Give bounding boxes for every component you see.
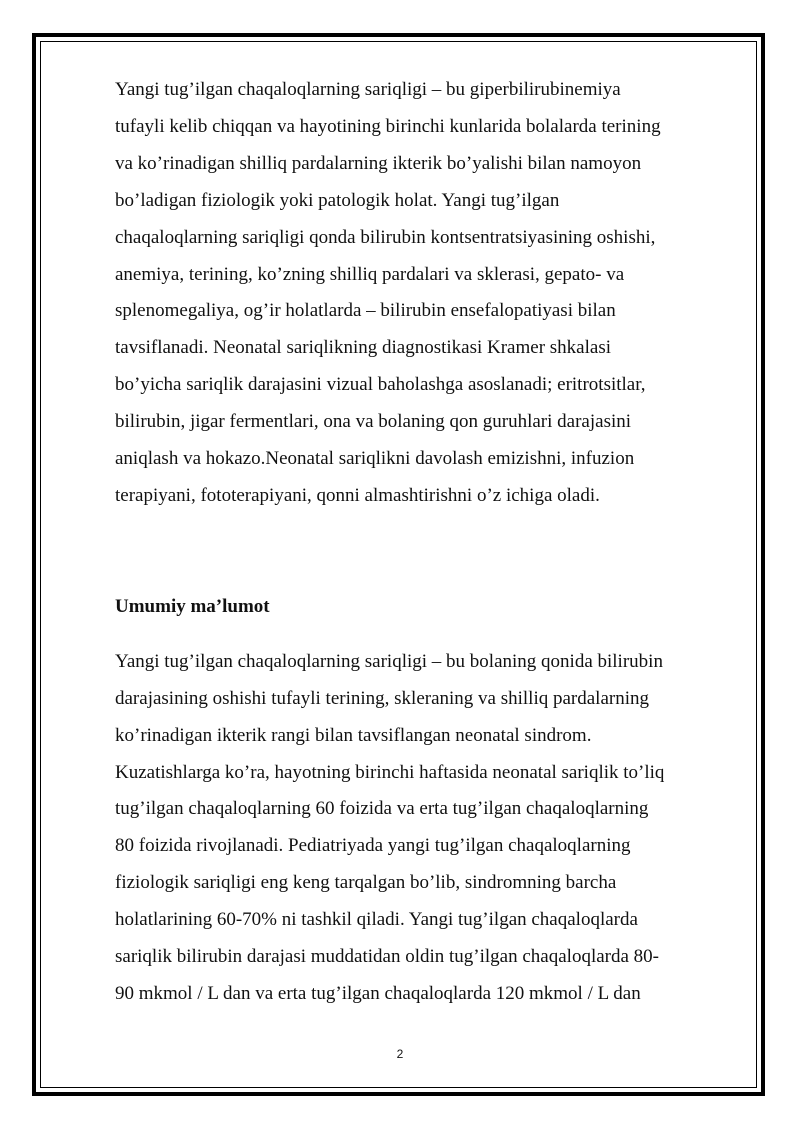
heading-spacer (115, 626, 725, 644)
intro-paragraph: Yangi tug’ilgan chaqaloqlarning sariqligi – bu giperbilirubinemiya tufayli kelib chiqqan va hayotining birinchi kunlarida bolalarda terining va ko’rinadigan shilliq pardalarning ikterik bo’yalishi bilan namoyon bo’ladigan fiziologik yoki patologik holat. Yangi tug’ilgan chaqaloqlarning sariqligi qonda bilirubin kontsentratsiyasining oshishi, anemiya, terining, ko’zning shilliq pardalari va sklerasi, gepato- va splenomegaliya, og’ir holatlarda – bilirubin ensefalopatiyasi bilan tavsiflanadi. Neonatal sariqlikning diagnostikasi Kramer shkalasi bo’yicha sariqlik darajasini vizual baholashga asoslanadi; eritrotsitlar, bilirubin, jigar fermentlari, ona va bolaning qon guruhlari darajasini aniqlash va hokazo.Neonatal sariqlikni davolash emizishni, infuzion terapiyani, fototerapiyani, qonni almashtirishni o’z ichiga oladi. (115, 79, 661, 506)
page-number: 2 (396, 1047, 404, 1061)
document-body (115, 72, 725, 1013)
general-info-paragraph: Yangi tug’ilgan chaqaloqlarning sariqligi – bu bolaning qonida bilirubin darajasining oshishi tufayli terining, skleraning va shilliq pardalarning ko’rinadigan ikterik rangi bilan tavsiflangan neonatal sindrom. Kuzatishlarga ko’ra, hayotning birinchi haftasida neonatal sariqlik to’liq tug’ilgan chaqaloqlarning 60 foizida va erta tug’ilgan chaqaloqlarning 80 foizida rivojlanadi. Pediatriyada yangi tug’ilgan chaqaloqlarning fiziologik sariqligi eng keng tarqalgan bo’lib, sindromning barcha holatlarining 60-70% ni tashkil qiladi. Yangi tug’ilgan chaqaloqlarda sariqlik bilirubin darajasi muddatidan oldin tug’ilgan chaqaloqlarda 80- 90 mkmol / L dan va erta tug’ilgan chaqaloqlarda 120 mkmol / L dan (115, 650, 665, 1004)
section-heading: Umumiy ma’lumot (115, 595, 270, 617)
paragraph-spacer (115, 515, 725, 589)
